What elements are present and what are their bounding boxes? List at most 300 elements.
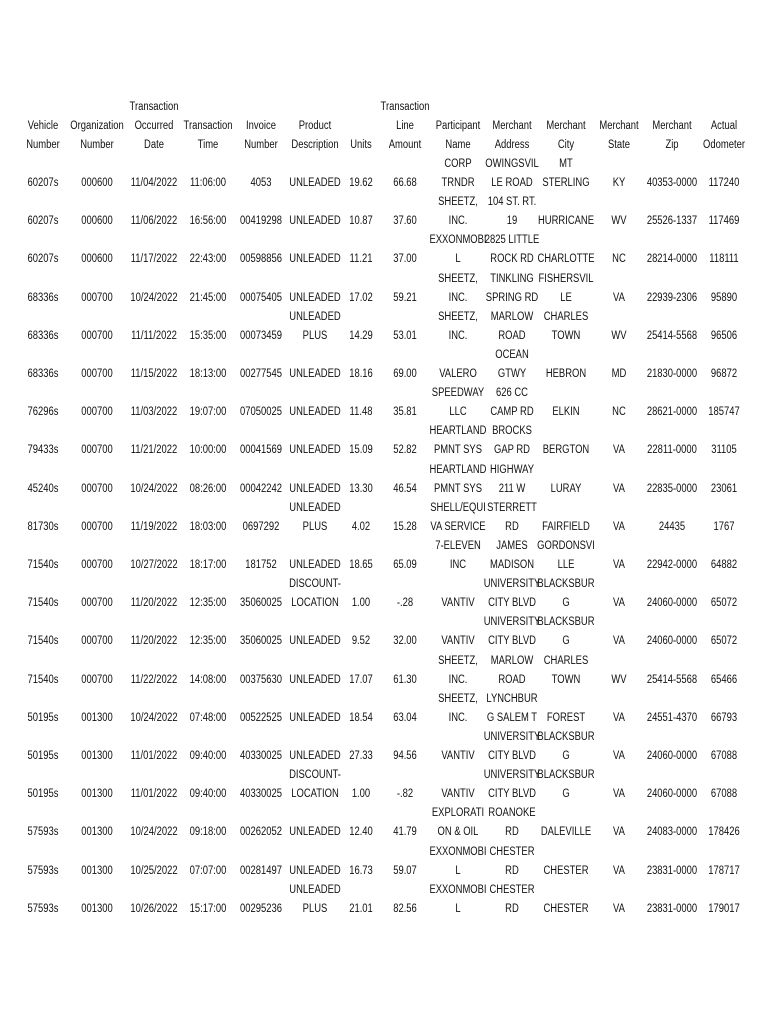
- cell-line: UNLEADED: [289, 368, 341, 380]
- cell-line: 71540s: [27, 597, 59, 610]
- cell-line: 64882: [710, 559, 738, 571]
- cell-line: UNLEADED: [289, 177, 341, 189]
- cell-line: UNLEADED: [289, 635, 341, 648]
- cell-line: 24551-4370: [646, 711, 698, 724]
- header-line: Name: [445, 139, 471, 151]
- cell-odometer: [687, 327, 761, 346]
- cell-odometer: [687, 174, 761, 193]
- cell-line: 68336s: [27, 291, 59, 304]
- cell-line: UNIVERSITY: [483, 616, 541, 629]
- cell-line: 18.16: [349, 368, 373, 380]
- cell-line: 18.54: [349, 711, 373, 724]
- cell-line: 24060-0000: [646, 788, 698, 801]
- cell-line: 27.33: [349, 750, 373, 762]
- cell-line: JAMES: [496, 540, 528, 552]
- cell-line: TOWN: [551, 329, 581, 342]
- header-line: Number: [80, 139, 114, 151]
- cell-line: MARLOW: [490, 310, 534, 323]
- cell-line: 000600: [81, 177, 113, 189]
- cell-line: UNIVERSITY: [483, 769, 541, 782]
- cell-line: VA: [613, 711, 625, 724]
- cell-line: 11/17/2022: [130, 253, 178, 266]
- cell-line: VANTIV: [441, 597, 475, 610]
- cell-line: 82.56: [393, 902, 417, 915]
- cell-line: BROCKS: [492, 425, 532, 438]
- table-row: [0, 728, 770, 766]
- cell-line: MT: [559, 158, 573, 170]
- cell-line: CHESTER: [543, 864, 589, 877]
- cell-odometer: [687, 785, 761, 804]
- cell-line: BLACKSBUR: [537, 616, 595, 629]
- header-line: Line: [396, 120, 414, 132]
- cell-line: 15.09: [349, 444, 373, 457]
- header-line: Zip: [665, 139, 679, 151]
- cell-line: 21.01: [349, 902, 373, 915]
- cell-line: 46.54: [393, 482, 417, 495]
- cell-line: 000700: [81, 291, 113, 304]
- header-line: Actual: [710, 120, 738, 132]
- cell-line: G: [562, 750, 570, 762]
- cell-line: 11/21/2022: [130, 444, 178, 457]
- table-row: [0, 613, 770, 651]
- cell-line: 59.07: [393, 864, 417, 877]
- cell-line: 69.00: [393, 368, 417, 380]
- cell-line: ROAD: [498, 673, 526, 686]
- cell-line: SHEETZ,: [438, 196, 478, 209]
- cell-line: 11/01/2022: [130, 750, 178, 762]
- cell-line: 61.30: [393, 673, 417, 686]
- cell-line: 19: [506, 215, 518, 228]
- cell-line: VA: [613, 635, 625, 648]
- table-row: [0, 308, 770, 346]
- cell-line: 00281497: [240, 864, 282, 877]
- cell-line: SHEETZ,: [438, 310, 478, 323]
- table-row: [0, 231, 770, 269]
- cell-odometer: [687, 900, 761, 919]
- header-line: Units: [350, 139, 372, 151]
- table-row: [0, 766, 770, 804]
- cell-line: 63.04: [393, 711, 417, 724]
- cell-line: RD: [505, 902, 519, 915]
- cell-line: 000600: [81, 215, 113, 228]
- cell-line: 15:17:00: [189, 902, 227, 915]
- cell-line: RD: [505, 826, 519, 839]
- cell-line: 25414-5568: [646, 329, 698, 342]
- cell-line: 24060-0000: [646, 597, 698, 610]
- cell-line: VA: [613, 291, 625, 304]
- cell-line: BLACKSBUR: [537, 578, 595, 591]
- header-line: Time: [197, 139, 219, 151]
- cell-line: EXXONMOBI: [429, 883, 487, 896]
- cell-line: 96506: [710, 329, 738, 342]
- cell-line: 25414-5568: [646, 673, 698, 686]
- cell-line: 07050025: [240, 406, 282, 419]
- cell-line: 00073459: [240, 329, 282, 342]
- header-line: Vehicle: [27, 120, 59, 132]
- cell-line: 68336s: [27, 329, 59, 342]
- header-line: Address: [494, 139, 530, 151]
- cell-line: 19.62: [349, 177, 373, 189]
- cell-line: CORP: [444, 158, 472, 170]
- cell-line: RD: [505, 864, 519, 877]
- cell-line: 79433s: [27, 444, 59, 457]
- cell-line: SHELL/EQUI: [430, 501, 486, 514]
- cell-line: 50195s: [27, 711, 59, 724]
- cell-line: VANTIV: [441, 635, 475, 648]
- cell-line: 21830-0000: [646, 368, 698, 380]
- header-line: Participant: [435, 120, 481, 132]
- cell-line: 1767: [713, 520, 735, 533]
- header-line: Merchant: [492, 120, 532, 132]
- header-line: Transaction: [183, 120, 233, 132]
- header-line: Transaction: [129, 101, 179, 113]
- cell-odometer: [687, 441, 761, 460]
- cell-line: 24060-0000: [646, 635, 698, 648]
- table-row: [0, 346, 770, 384]
- cell-line: 00041569: [240, 444, 282, 457]
- cell-odometer: [687, 480, 761, 499]
- cell-line: INC.: [448, 291, 468, 304]
- cell-line: 2825 LITTLE: [484, 234, 540, 247]
- table-row: [0, 461, 770, 499]
- cell-line: 23831-0000: [646, 864, 698, 877]
- cell-line: 9.52: [351, 635, 371, 648]
- cell-line: 22939-2306: [646, 291, 698, 304]
- cell-line: 07:48:00: [189, 711, 227, 724]
- cell-line: BLACKSBUR: [537, 731, 595, 743]
- cell-line: 211 W: [498, 482, 526, 495]
- cell-line: VANTIV: [441, 750, 475, 762]
- cell-line: 10:00:00: [189, 444, 227, 457]
- cell-line: 66793: [710, 711, 738, 724]
- cell-line: VALERO: [439, 368, 477, 380]
- cell-line: INC: [449, 559, 467, 571]
- cell-line: NC: [612, 406, 626, 419]
- cell-line: EXXONMOBI: [429, 845, 487, 858]
- cell-odometer: [687, 671, 761, 690]
- cell-line: 67088: [710, 788, 738, 801]
- cell-line: 31105: [711, 444, 737, 457]
- cell-line: LOCATION: [291, 788, 339, 801]
- cell-line: UNIVERSITY: [483, 731, 541, 743]
- cell-line: 11/20/2022: [130, 635, 178, 648]
- header-line: Merchant: [652, 120, 692, 132]
- cell-line: SPEEDWAY: [431, 387, 485, 400]
- cell-line: 08:26:00: [189, 482, 227, 495]
- cell-line: 10.87: [349, 215, 373, 228]
- cell-line: STERRETT: [487, 501, 537, 514]
- table-row: [0, 690, 770, 728]
- table-row: [0, 804, 770, 842]
- cell-line: 15:35:00: [189, 329, 227, 342]
- table-row: [0, 575, 770, 613]
- cell-line: 11/04/2022: [130, 177, 178, 189]
- cell-line: 28621-0000: [646, 406, 698, 419]
- cell-line: FISHERSVIL: [538, 272, 594, 285]
- cell-line: 001300: [81, 826, 113, 839]
- cell-line: 000700: [81, 406, 113, 419]
- cell-line: 000700: [81, 368, 113, 380]
- cell-line: 09:18:00: [189, 826, 227, 839]
- cell-line: 23831-0000: [646, 902, 698, 915]
- cell-line: 35060025: [240, 597, 282, 610]
- cell-line: 000700: [81, 482, 113, 495]
- cell-line: GORDONSVI: [537, 540, 595, 552]
- cell-line: 60207s: [27, 253, 59, 266]
- cell-line: 65.09: [393, 559, 417, 571]
- cell-line: 11/03/2022: [130, 406, 178, 419]
- cell-line: VA: [613, 864, 625, 877]
- cell-line: 10/25/2022: [130, 864, 178, 877]
- cell-line: SHEETZ,: [438, 272, 478, 285]
- header-line: Odometer: [703, 139, 745, 151]
- cell-line: 10/26/2022: [130, 902, 178, 915]
- cell-line: WV: [611, 673, 627, 686]
- table-row: [0, 422, 770, 460]
- cell-line: UNLEADED: [289, 482, 341, 495]
- cell-line: KY: [612, 177, 626, 189]
- cell-line: 00419298: [240, 215, 282, 228]
- cell-line: 11/01/2022: [130, 788, 178, 801]
- header-line: City: [557, 139, 575, 151]
- cell-line: 104 ST. RT.: [487, 196, 537, 209]
- cell-line: UNLEADED: [289, 444, 341, 457]
- cell-line: EXPLORATI: [431, 807, 485, 820]
- header-actual-odometer: [687, 117, 761, 155]
- header-line: State: [607, 139, 631, 151]
- cell-line: INC.: [448, 215, 468, 228]
- cell-line: SPRING RD: [485, 291, 539, 304]
- cell-line: CHESTER: [489, 883, 535, 896]
- cell-line: DALEVILLE: [540, 826, 592, 839]
- cell-line: 10/24/2022: [130, 711, 178, 724]
- cell-line: WV: [611, 329, 627, 342]
- cell-line: FAIRFIELD: [542, 520, 590, 533]
- cell-line: LLE: [557, 559, 575, 571]
- cell-line: HEARTLAND: [429, 463, 487, 476]
- cell-line: 000700: [81, 559, 113, 571]
- cell-line: 00598856: [240, 253, 282, 266]
- header-line: Organization: [70, 120, 124, 132]
- cell-line: PMNT SYS: [433, 482, 483, 495]
- cell-line: 00075405: [240, 291, 282, 304]
- cell-line: 17.02: [349, 291, 373, 304]
- cell-odometer: [687, 823, 761, 842]
- cell-line: 57593s: [27, 864, 59, 877]
- cell-line: 28214-0000: [646, 253, 698, 266]
- cell-line: UNLEADED: [289, 559, 341, 571]
- cell-line: 117240: [708, 177, 740, 189]
- cell-line: 19:07:00: [189, 406, 227, 419]
- cell-line: VA: [613, 444, 625, 457]
- cell-line: 50195s: [27, 750, 59, 762]
- cell-line: UNLEADED: [289, 310, 341, 323]
- table-row: [0, 270, 770, 308]
- cell-line: SHEETZ,: [438, 654, 478, 667]
- cell-line: 626 CC: [496, 387, 528, 400]
- cell-line: UNLEADED: [289, 673, 341, 686]
- cell-line: LOCATION: [291, 597, 339, 610]
- cell-line: 81730s: [27, 520, 59, 533]
- cell-line: 4053: [250, 177, 272, 189]
- table-row: [0, 499, 770, 537]
- cell-line: 22835-0000: [646, 482, 698, 495]
- cell-line: CHARLOTTE: [537, 253, 595, 266]
- cell-line: 40330025: [240, 788, 282, 801]
- cell-line: 35060025: [240, 635, 282, 648]
- cell-line: VA: [613, 788, 625, 801]
- cell-line: ROANOKE: [488, 807, 536, 820]
- header-line: Date: [144, 139, 164, 151]
- cell-line: BLACKSBUR: [537, 769, 595, 782]
- cell-line: VANTIV: [441, 788, 475, 801]
- cell-line: -.28: [396, 597, 414, 610]
- table-row: [0, 843, 770, 881]
- cell-odometer: [687, 403, 761, 422]
- cell-line: VA: [613, 559, 625, 571]
- cell-line: SHEETZ,: [438, 692, 478, 705]
- cell-line: CITY BLVD: [488, 597, 536, 610]
- cell-line: GAP RD: [493, 444, 530, 457]
- cell-line: 50195s: [27, 788, 59, 801]
- cell-line: TRNDR: [441, 177, 475, 189]
- cell-line: CITY BLVD: [488, 750, 536, 762]
- cell-line: 4.02: [351, 520, 371, 533]
- cell-line: BERGTON: [542, 444, 590, 457]
- cell-line: VA: [613, 520, 625, 533]
- cell-odometer: [687, 518, 761, 537]
- cell-line: PLUS: [302, 520, 328, 533]
- cell-line: TINKLING: [490, 272, 534, 285]
- cell-line: ON & OIL: [437, 826, 479, 839]
- cell-line: 14:08:00: [189, 673, 227, 686]
- cell-line: LURAY: [550, 482, 582, 495]
- cell-line: UNLEADED: [289, 253, 341, 266]
- cell-line: 1.00: [351, 788, 371, 801]
- cell-line: L: [455, 902, 461, 915]
- cell-line: PMNT SYS: [433, 444, 483, 457]
- cell-line: MD: [611, 368, 627, 380]
- cell-line: MADISON: [489, 559, 534, 571]
- cell-line: 001300: [81, 864, 113, 877]
- header-line: Invoice: [246, 120, 276, 132]
- cell-line: VA: [613, 750, 625, 762]
- cell-line: 07:07:00: [189, 864, 227, 877]
- cell-line: GTWY: [497, 368, 527, 380]
- cell-line: 16:56:00: [189, 215, 227, 228]
- cell-line: VA: [613, 902, 625, 915]
- cell-line: 000700: [81, 444, 113, 457]
- cell-line: 11.21: [349, 253, 373, 266]
- cell-line: TOWN: [551, 673, 581, 686]
- cell-line: ROAD: [498, 329, 526, 342]
- cell-line: L: [455, 864, 461, 877]
- cell-line: NC: [612, 253, 626, 266]
- cell-line: 178426: [708, 826, 740, 839]
- cell-line: ROCK RD: [490, 253, 534, 266]
- cell-line: 11/22/2022: [130, 673, 178, 686]
- cell-line: 23061: [710, 482, 738, 495]
- cell-line: RD: [505, 520, 519, 533]
- cell-line: 185747: [708, 406, 740, 419]
- cell-line: 11/11/2022: [131, 329, 177, 342]
- cell-line: CHESTER: [489, 845, 535, 858]
- cell-line: 11:06:00: [189, 177, 227, 189]
- cell-line: MARLOW: [490, 654, 534, 667]
- cell-line: 59.21: [393, 291, 417, 304]
- cell-line: 00295236: [240, 902, 282, 915]
- cell-line: 52.82: [393, 444, 417, 457]
- cell-line: 96872: [710, 368, 738, 380]
- cell-line: 00522525: [240, 711, 282, 724]
- cell-line: L: [455, 253, 461, 266]
- cell-line: UNLEADED: [289, 215, 341, 228]
- cell-line: 95890: [710, 291, 738, 304]
- cell-line: OWINGSVIL: [485, 158, 539, 170]
- cell-line: 24435: [658, 520, 686, 533]
- cell-line: 000700: [81, 520, 113, 533]
- cell-line: 118111: [709, 253, 739, 266]
- cell-odometer: [687, 365, 761, 384]
- cell-line: CAMP RD: [490, 406, 534, 419]
- cell-line: UNLEADED: [289, 291, 341, 304]
- cell-line: 24060-0000: [646, 750, 698, 762]
- cell-line: 76296s: [27, 406, 59, 419]
- cell-line: -.82: [396, 788, 414, 801]
- cell-line: 181752: [245, 559, 277, 571]
- cell-line: LE: [560, 291, 572, 304]
- cell-line: STERLING: [542, 177, 590, 189]
- cell-line: 40330025: [240, 750, 282, 762]
- cell-line: 000700: [81, 597, 113, 610]
- cell-odometer: [687, 289, 761, 308]
- cell-line: CHARLES: [543, 310, 589, 323]
- cell-line: 60207s: [27, 177, 59, 189]
- cell-line: 22:43:00: [189, 253, 227, 266]
- cell-line: 117469: [708, 215, 740, 228]
- cell-line: PLUS: [302, 902, 328, 915]
- cell-line: VA: [613, 597, 625, 610]
- cell-line: 16.73: [349, 864, 373, 877]
- cell-line: 21:45:00: [189, 291, 227, 304]
- cell-line: 45240s: [27, 482, 59, 495]
- cell-line: 10/27/2022: [130, 559, 178, 571]
- cell-line: 178717: [708, 864, 740, 877]
- cell-line: UNLEADED: [289, 826, 341, 839]
- cell-odometer: [687, 862, 761, 881]
- header-line: Number: [26, 139, 60, 151]
- cell-line: 001300: [81, 750, 113, 762]
- cell-line: HEBRON: [545, 368, 587, 380]
- cell-odometer: [687, 709, 761, 728]
- cell-line: 18:13:00: [189, 368, 227, 380]
- cell-line: 71540s: [27, 559, 59, 571]
- cell-line: 000600: [81, 253, 113, 266]
- header-line: Description: [291, 139, 339, 151]
- cell-line: 24083-0000: [646, 826, 698, 839]
- cell-odometer: [687, 556, 761, 575]
- cell-line: 13.30: [349, 482, 373, 495]
- cell-line: 001300: [81, 902, 113, 915]
- cell-odometer: [687, 212, 761, 231]
- cell-line: CHESTER: [543, 902, 589, 915]
- cell-line: 68336s: [27, 368, 59, 380]
- cell-line: DISCOUNT-: [289, 769, 341, 782]
- cell-line: 10/24/2022: [130, 826, 178, 839]
- table-row: [0, 155, 770, 193]
- cell-line: 10/24/2022: [130, 482, 178, 495]
- cell-odometer: [687, 747, 761, 766]
